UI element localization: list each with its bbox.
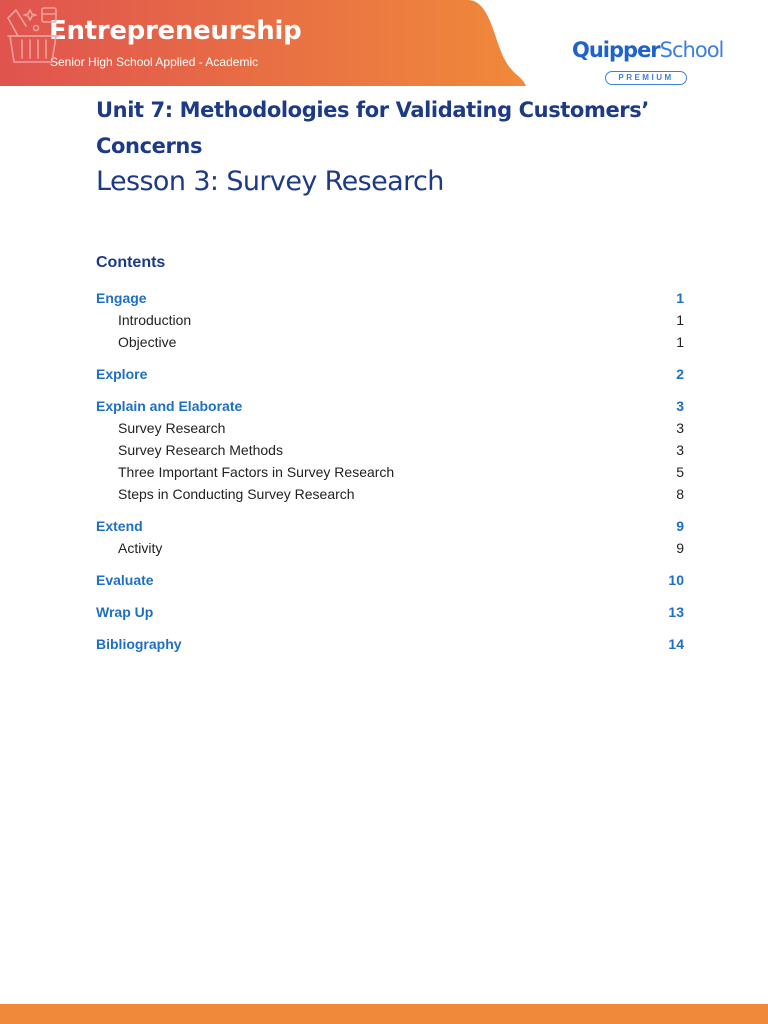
toc-page: 9 bbox=[676, 518, 684, 534]
toc-label: Extend bbox=[96, 518, 143, 534]
toc-page: 3 bbox=[676, 420, 684, 436]
toc-entry-wrap-up[interactable] bbox=[96, 602, 684, 624]
toc-label: Three Important Factors in Survey Research bbox=[118, 464, 395, 480]
toc-page: 1 bbox=[676, 312, 684, 328]
toc-page: 14 bbox=[668, 636, 684, 652]
toc-label: Activity bbox=[118, 540, 163, 556]
toc-entry-explore[interactable] bbox=[96, 364, 684, 386]
table-of-contents bbox=[96, 288, 684, 656]
premium-badge: PREMIUM bbox=[605, 71, 687, 85]
toc-label: Explore bbox=[96, 366, 148, 382]
toc-page: 1 bbox=[676, 334, 684, 350]
toc-page: 3 bbox=[676, 442, 684, 458]
toc-entry-evaluate[interactable] bbox=[96, 570, 684, 592]
header-band bbox=[0, 0, 530, 86]
toc-entry-survey-research[interactable] bbox=[96, 418, 684, 440]
toc-page: 8 bbox=[676, 486, 684, 502]
toc-label: Bibliography bbox=[96, 636, 182, 652]
toc-entry-engage[interactable] bbox=[96, 288, 684, 310]
unit-title: Unit 7: Methodologies for Validating Customers’ Concerns bbox=[96, 98, 649, 158]
toc-page: 10 bbox=[668, 572, 684, 588]
toc-label: Introduction bbox=[118, 312, 192, 328]
toc-entry-survey-research-methods[interactable] bbox=[96, 440, 684, 462]
logo-brand-light: School bbox=[659, 38, 724, 62]
toc-entry-steps-in-conducting[interactable] bbox=[96, 484, 684, 506]
toc-label: Wrap Up bbox=[96, 604, 154, 620]
toc-entry-objective[interactable] bbox=[96, 332, 684, 354]
toc-label: Engage bbox=[96, 290, 147, 306]
logo-brand-bold: Quipper bbox=[572, 38, 660, 62]
footer-bar bbox=[0, 1004, 768, 1024]
toc-label: Steps in Conducting Survey Research bbox=[118, 486, 355, 502]
toc-label: Survey Research bbox=[118, 420, 226, 436]
toc-entry-introduction[interactable] bbox=[96, 310, 684, 332]
shopping-basket-icon bbox=[0, 0, 66, 66]
toc-page: 13 bbox=[668, 604, 684, 620]
toc-label: Explain and Elaborate bbox=[96, 398, 243, 414]
toc-entry-three-important-factors[interactable] bbox=[96, 462, 684, 484]
toc-entry-explain-and-elaborate[interactable] bbox=[96, 396, 684, 418]
subject-title: Entrepreneurship bbox=[49, 16, 302, 46]
toc-page: 2 bbox=[676, 366, 684, 382]
toc-page: 3 bbox=[676, 398, 684, 414]
toc-entry-extend[interactable] bbox=[96, 516, 684, 538]
toc-entry-bibliography[interactable] bbox=[96, 634, 684, 656]
contents-heading: Contents bbox=[96, 254, 166, 271]
logo-wordmark bbox=[572, 38, 723, 62]
lesson-title: Lesson 3: Survey Research bbox=[96, 166, 444, 197]
toc-page: 1 bbox=[676, 290, 684, 306]
toc-page: 5 bbox=[676, 464, 684, 480]
toc-entry-activity[interactable] bbox=[96, 538, 684, 560]
toc-label: Survey Research Methods bbox=[118, 442, 283, 458]
toc-label: Evaluate bbox=[96, 572, 154, 588]
subject-subtitle: Senior High School Applied - Academic bbox=[50, 55, 259, 69]
toc-label: Objective bbox=[118, 334, 177, 350]
toc-page: 9 bbox=[676, 540, 684, 556]
